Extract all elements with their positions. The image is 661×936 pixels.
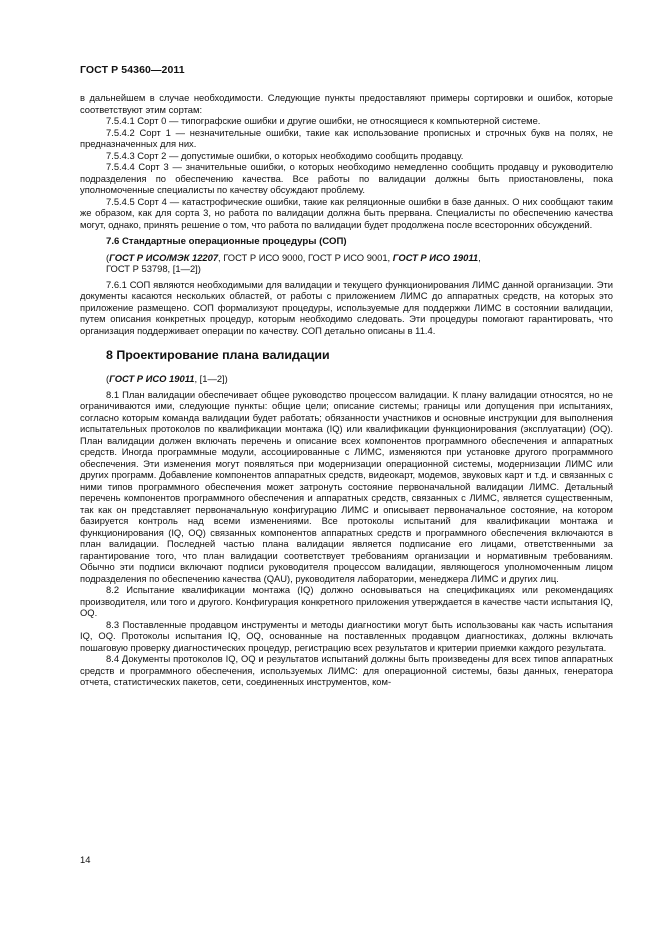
ref-comma: ,	[478, 251, 481, 263]
ref-standards-list: , ГОСТ Р ИСО 9000, ГОСТ Р ИСО 9001,	[218, 251, 393, 263]
page-content	[80, 92, 613, 688]
ref-line-2: ГОСТ Р 53798, [1—2])	[106, 263, 201, 274]
document-header: ГОСТ Р 54360—2011	[80, 64, 185, 76]
paragraph-8-2: 8.2 Испытание квалификации монтажа (IQ) должно основываться на спецификациях или рекомендациях производителя, или того и другого. Конфигурация конкретного приложения утверждается в качестве части испытания IQ, OQ.	[80, 584, 613, 618]
paragraph-7-5-4-5: 7.5.4.5 Сорт 4 — катастрофические ошибки, такие как реляционные ошибки в базе данных. О них сообщают таким же образом, как для сорта 3, но работа по валидации должна быть прервана. Специалисты по обеспечению качества могут, однако, принять решение о том, что работа по валидации будет продолжена после всесторонних обсуждений.	[80, 195, 613, 230]
paragraph-7-5-4-2: 7.5.4.2 Сорт 1 — незначительные ошибки, такие как использование прописных и строчных букв на полях, не предназначенных для них.	[80, 126, 613, 149]
paragraph-intro: в дальнейшем в случае необходимости. Следующие пункты предоставляют примеры сортировки и ошибок, которые соответствуют этим сортам:	[80, 92, 613, 115]
paragraph-8-4: 8.4 Документы протоколов IQ, OQ и результатов испытаний должны быть произведены для всех типов аппаратных средств и программного обеспечения, используемых ЛИМС: для операционной системы, базы данных, генератора отчета, статистических пакетов, сети, соединенных инструментов, ком-	[80, 653, 613, 687]
paragraph-7-5-4-1: 7.5.4.1 Сорт 0 — типографские ошибки и другие ошибки, не относящиеся к компьютерной системе.	[106, 115, 541, 126]
page-number: 14	[80, 854, 91, 865]
ref-standard-19011: ГОСТ Р ИСО 19011	[392, 251, 479, 263]
ref-open-paren: (	[106, 373, 110, 384]
section-heading-7-6: 7.6 Стандартные операционные процедуры (СОП)	[106, 236, 347, 247]
section-references-7-6	[106, 252, 613, 275]
ref-standard-12207: ГОСТ Р ИСО/МЭК 12207	[109, 251, 219, 263]
section-references-8	[106, 373, 613, 385]
section-heading-8: 8 Проектирование плана валидации	[106, 348, 330, 362]
ref-open-paren: (	[106, 251, 110, 263]
paragraph-7-5-4-3: 7.5.4.3 Сорт 2 — допустимые ошибки, о которых необходимо сообщить продавцу.	[106, 149, 464, 161]
paragraph-8-3: 8.3 Поставленные продавцом инструменты и методы диагностики могут быть использованы как часть испытания IQ, OQ. Протоколы испытания IQ, OQ, основанные на поставленных продавцом диагностиках, должны включать пошаговую проверку диагностических процедур, регистрацию всех результатов и критерии приемки каждого результата.	[80, 618, 613, 653]
paragraph-7-5-4-4: 7.5.4.4 Сорт 3 — значительные ошибки, о которых необходимо немедленно сообщить продавцу и руководителю подразделения по обеспечению качества. Все работы по валидации должны быть приостановлены, пока уполномоченные специалисты по качеству обсуждают проблему.	[80, 161, 613, 195]
paragraph-7-6-1: 7.6.1 СОП являются необходимыми для валидации и текущего функционирования ЛИМС данной организации. Эти документы касаются нескольких областей, от работы с приложением ЛИМС до аппаратных средств, на которых это приложение размещено. СОП формализуют процедуры, используемые для поддержки ЛИМС в состоянии валидации, путем описания конкретных процедур, которым необходимо следовать. Эти процедуры помогают гарантировать, что организация поддерживает операции по качеству. СОП детально описаны в 11.4.	[80, 278, 613, 336]
paragraph-8-1: 8.1 План валидации обеспечивает общее руководство процессом валидации. К плану валидации относятся, но не ограничиваются ими, следующие пункты: общие цели; описание системы; границы или допущения при испытаниях, согласно которым команда валидации будет работать; обязанности участников и основные инструкции для выполнения испытательных протоколов по квалификации монтажа (IQ) или квалификации функционирования (эксплуатации) (OQ). План валидации должен включать перечень и описание всех компонентов программного обеспечения и аппаратных средств. Иногда программные модули, ассоциированные с ЛИМС, изменяются при установке другого программного обеспечения. Эти изменения могут появляться при модернизации операционной системы, модернизации ЛИМС или других программ. Добавление компонентов аппаратных средств, видеокарт, модемов, звуковых карт и т.д. и связанных с ними типов программного обеспечения может затронуть состояние первоначальной валидации ЛИМС. Детальный перечень компонентов программного обеспечения и аппаратных средств, связанных с ЛИМС, является существенным, так как он представляет первоначальную конфигурацию ЛИМС и описывает первоначальное состояние, на котором базируется контроль над всеми изменениями. Все протоколы испытаний для квалификации монтажа и функционирования (IQ, OQ) связанных компонентов аппаратных средств и программного обеспечения включаются в план валидации. Последней частью плана валидации является подписание его лицами, ответственными за гарантирование того, что план валидации соответствует требованиям организации и нормативным требованиям. Обычно эти подписи включают подписи руководителя процессом валидации, являющегося уполномоченным лицом подразделения по обеспечению качества (QAU), руководителя лаборатории, менеджера ЛИМС и других лиц.	[80, 388, 613, 584]
ref-standard-19011: ГОСТ Р ИСО 19011	[109, 373, 195, 384]
ref-sources: , [1—2])	[194, 373, 228, 384]
